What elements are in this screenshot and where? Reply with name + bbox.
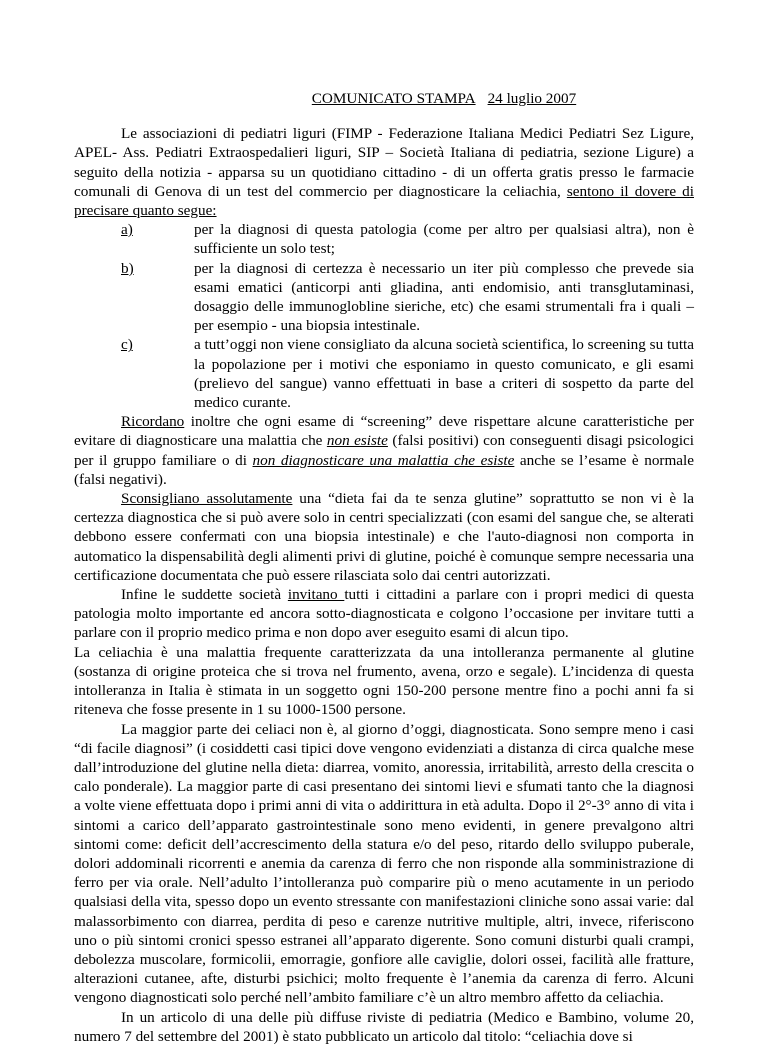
ricordano-emphasis-2: non diagnosticare una malattia che esiste <box>252 451 515 469</box>
ricordano-text-2: (falsi positivi) con conseguenti disagi psicologici per il gruppo familiare o di <box>74 432 695 469</box>
intro-paragraph <box>74 124 694 220</box>
ricordano-paragraph <box>74 412 694 489</box>
infine-keyword: invitano <box>287 586 345 604</box>
ricordano-text-1: inoltre che ogni esame di “screening” deve rispettare alcune caratteristiche per evitare di diagnosticare una malattia che <box>74 413 694 450</box>
list-item-c <box>74 335 694 412</box>
intro-underlined: sentono il dovere di precisare quanto segue: <box>74 182 694 220</box>
infine-text-2: tutti i cittadini a parlare con i propri medici di questa patologia molto importante ed ancora sotto-diagnosticata e colgono l’occasione per invitare tutti a parlare con il proprio medico prima e non dopo aver eseguito esami di alcun tipo. <box>74 586 694 642</box>
list-marker-c: c) <box>121 336 133 354</box>
sconsigliano-keyword: Sconsigliano assolutamente <box>121 490 293 508</box>
celiachia-paragraph: La celiachia è una malattia frequente caratterizzata da una intolleranza permanente al glutine (sostanza di origine proteica che si trova nel frumento, avena, orzo e segale). L’incidenza di questa intolleranza in Italia è stimata in un soggetto ogni 150-200 persone mentre fino a pochi anni fa si riteneva che fosse presente in 1 su 1000-1500 persone. <box>74 643 694 719</box>
press-release-date: 24 luglio 2007 <box>487 90 577 107</box>
ricordano-keyword: Ricordano <box>121 413 185 431</box>
articolo-paragraph: In un articolo di una delle più diffuse riviste di pediatria (Medico e Bambino, volume 20, numero 7 del settembre del 2001) è stato pubblicato un articolo dal titolo: “celiachia dove si <box>74 1008 694 1045</box>
list-marker-b: b) <box>121 259 134 277</box>
list-item-a <box>74 220 694 258</box>
list-text-c: a tutt’oggi non viene consigliato da alcuna società scientifica, lo screening su tutta la popolazione per i motivi che esponiamo in questo comunicato, e gli esami (prelievo del sangue) vanno effettuati in base a criteri di sospetto da parte del medico curante. <box>194 336 694 412</box>
infine-text-1: Infine le suddette società <box>121 586 288 604</box>
intro-text: Le associazioni di pediatri liguri (FIMP - Federazione Italiana Medici Pediatri Sez Ligure, APEL- Ass. Pediatri Extraospedalieri liguri, SIP – Società Italiana di pediatria, sezione Ligure) a seguito della notizia - apparsa su un quotidiano cittadino - di un offerta gratis presso le farmacie comunali di Genova di un test del commercio per diagnosticare la celiachia, <box>74 125 694 200</box>
press-release-header <box>194 89 694 108</box>
maggior-parte-paragraph: La maggior parte dei celiaci non è, al giorno d’oggi, diagnosticata. Sono sempre meno i casi “di facile diagnosi” (i cosiddetti casi tipici dove vengono evidenziati a distanza di circa qualche mese dall’introduzione del glutine nella dieta: diarrea, vomito, anoressia, irritabilità, arresto della crescita o calo ponderale). La maggior parte di casi presentano dei sintomi lievi e sfumati tanto che la diagnosi a volte viene effettuata dopo i primi anni di vita o addirittura in età adulta. Dopo il 2°-3° anno di vita i sintomi a carico dell’apparato gastrointestinale sono meno evidenti, in genere prevalgono altri sintomi come: deficit dell’accrescimento della statura e/o del peso, ritardo dello sviluppo puberale, dolori addominali ricorrenti e anemia da carenza di ferro che non risponde alla somministrazione di ferro per via orale. Nell’adulto l’intolleranza può comparire più o meno acutamente in un periodo qualsiasi della vita, spesso dopo un evento stressante con manifestazioni cliniche sono assai varie: dal malassorbimento con diarrea, perdita di peso e carenze nutritive multiple, altri, invece, riferiscono uno o più sintomi cronici spesso estranei all’apparato digerente. Sono comuni disturbi quali crampi, debolezza muscolare, formicolii, emorragie, gonfiore alle caviglie, dolori ossei, facilità alle fratture, alterazioni cutanee, afte, disturbi psichici; molto frequente è l’anemia da carenza di ferro. Alcuni vengono diagnosticati solo perché nell’ambito familiare c’è un altro membro affetto da celiachia. <box>74 720 694 1007</box>
ricordano-text-3: anche se l’esame è normale (falsi negativi). <box>74 451 695 488</box>
sconsigliano-text: una “dieta fai da te senza glutine” soprattutto se non vi è la certezza diagnostica che si può avere solo in centri specializzati (con esami del sangue che, se alterati debbono essere confermati con una biopsia intestinale) e che l'auto-diagnosi non comporta in automatico la dispensabilità degli alimenti privi di glutine, poiché è comunque sempre necessaria una certificazione documentata che può essere rilasciata solo dai centri autorizzati. <box>74 490 694 584</box>
press-release-title: COMUNICATO STAMPA <box>311 90 476 107</box>
infine-paragraph <box>74 585 694 643</box>
list-marker-a: a) <box>121 221 133 239</box>
list-text-b: per la diagnosi di certezza è necessario un iter più complesso che prevede sia esami ematici (anticorpi anti gliadina, anti endomisio, anti transglutaminasi, dosaggio delle immunoglobline sieriche, etc) che esami strumentali fra i quali – per esempio - una biopsia intestinale. <box>194 259 694 335</box>
document-page <box>74 89 694 1046</box>
ricordano-emphasis-1: non esiste <box>326 432 388 450</box>
list-item-b <box>74 259 694 336</box>
list-text-a: per la diagnosi di questa patologia (come per altro per qualsiasi altra), non è sufficiente un solo test; <box>194 221 694 258</box>
sconsigliano-paragraph <box>74 489 694 585</box>
